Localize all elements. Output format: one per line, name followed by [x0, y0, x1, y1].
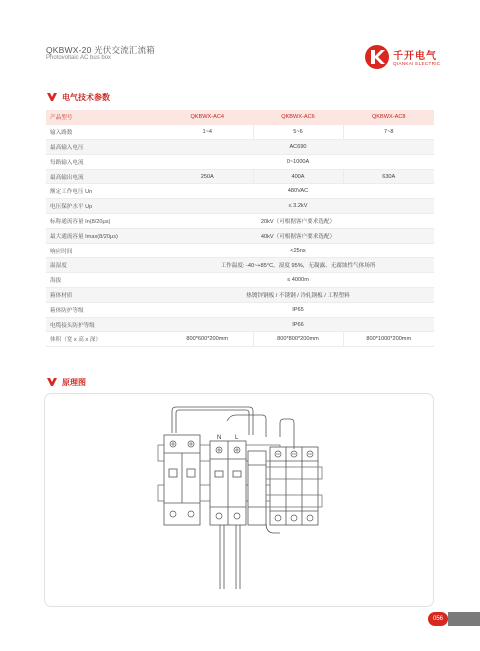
terminal-label-l: L: [235, 435, 239, 441]
spec-row-value: 热镀锌钢板 / 不锈钢 / 冷轧钢板 / 工程塑料: [162, 288, 434, 303]
spec-row-value: IP66: [162, 317, 434, 332]
brand-logo: [364, 44, 444, 72]
spec-table-row: [46, 169, 434, 184]
spec-row-label: 体积（宽 x 高 x 深）: [46, 332, 162, 347]
spec-table-row: [46, 243, 434, 258]
spec-row-value: 7~8: [343, 125, 434, 140]
diagram-section-heading: [46, 376, 86, 388]
spec-table: [46, 110, 434, 347]
spec-row-value: 0~1000A: [162, 154, 434, 169]
spec-table-row: [46, 302, 434, 317]
spec-row-label: 电缆接头防护等级: [46, 317, 162, 332]
spec-header-cell: QKBWX-AC8: [343, 110, 434, 125]
spec-row-value: 800*600*200mm: [162, 332, 253, 347]
spec-row-value: 40kV（可根据客户要求选配）: [162, 228, 434, 243]
spec-row-label: 最高输入电压: [46, 140, 162, 155]
wiring-diagram: [44, 393, 434, 607]
spec-row-value: 1~4: [162, 125, 253, 140]
spec-row-label: 海拔: [46, 273, 162, 288]
spec-row-label: 电压保护水平 Up: [46, 199, 162, 214]
spec-row-value: IP65: [162, 302, 434, 317]
spec-row-value: 800*1000*200mm: [343, 332, 434, 347]
brand-name-en: QIANKAI ELECTRIC: [393, 61, 441, 66]
footer-band: [448, 612, 480, 626]
spec-row-label: 最高输出电流: [46, 169, 162, 184]
spec-table-row: [46, 214, 434, 229]
document-subtitle: Photovoltaic AC bus box: [46, 55, 112, 61]
spec-table-row: [46, 125, 434, 140]
section-logo-icon: [46, 92, 58, 102]
spec-table-row: [46, 288, 434, 303]
spec-row-value: ≤ 3.2kV: [162, 199, 434, 214]
spec-row-value: 20kV（可根据客户要求选配）: [162, 214, 434, 229]
spec-row-label: 每路输入电流: [46, 154, 162, 169]
spec-header-label: 产品型号: [46, 110, 162, 125]
spec-row-value: 工作温度: -40~+85°C，湿度 95%，无凝露、无腐蚀性气体场所: [162, 258, 434, 273]
specs-section-heading: [46, 91, 110, 103]
spec-row-label: 箱体材质: [46, 288, 162, 303]
spec-table-row: [46, 332, 434, 347]
spec-row-label: 输入路数: [46, 125, 162, 140]
spec-table-row: [46, 228, 434, 243]
spec-table-row: [46, 140, 434, 155]
spec-table-row: [46, 258, 434, 273]
spec-row-value: ≤ 4000m: [162, 273, 434, 288]
section-logo-icon: [46, 377, 58, 387]
spec-row-value: 250A: [162, 169, 253, 184]
spec-row-value: 630A: [343, 169, 434, 184]
spec-table-row: [46, 317, 434, 332]
spec-row-label: 响应时间: [46, 243, 162, 258]
spec-header-cell: QKBWX-AC4: [162, 110, 253, 125]
spec-row-value: 800*800*200mm: [253, 332, 343, 347]
page-number: 056: [428, 612, 448, 626]
brand-name: 千开电气: [393, 51, 437, 62]
spec-row-value: 5~6: [253, 125, 343, 140]
document-title: QKBWX-20 光伏交流汇流箱: [46, 45, 155, 55]
terminal-label-n: N: [217, 435, 222, 441]
spec-row-value: AC690: [162, 140, 434, 155]
spec-row-label: 箱体防护等级: [46, 302, 162, 317]
spec-table-row: [46, 154, 434, 169]
spec-row-label: 标称通流容量 In(8/20μs): [46, 214, 162, 229]
brand-logo-icon: [364, 44, 390, 70]
spec-table-header-row: [46, 110, 434, 125]
spec-row-label: 额定工作电压 Un: [46, 184, 162, 199]
spec-header-cell: QKBWX-AC6: [253, 110, 343, 125]
spec-row-value: 480VAC: [162, 184, 434, 199]
spec-row-label: 最大通流容量 Imax(8/20μs): [46, 228, 162, 243]
spec-table-row: [46, 273, 434, 288]
spec-row-value: <25ns: [162, 243, 434, 258]
spec-row-value: 400A: [253, 169, 343, 184]
spec-table-row: [46, 199, 434, 214]
diagram-section-title: 原理图: [62, 377, 86, 387]
specs-section-title: 电气技术参数: [62, 92, 110, 102]
spec-table-row: [46, 184, 434, 199]
spec-row-label: 温湿度: [46, 258, 162, 273]
